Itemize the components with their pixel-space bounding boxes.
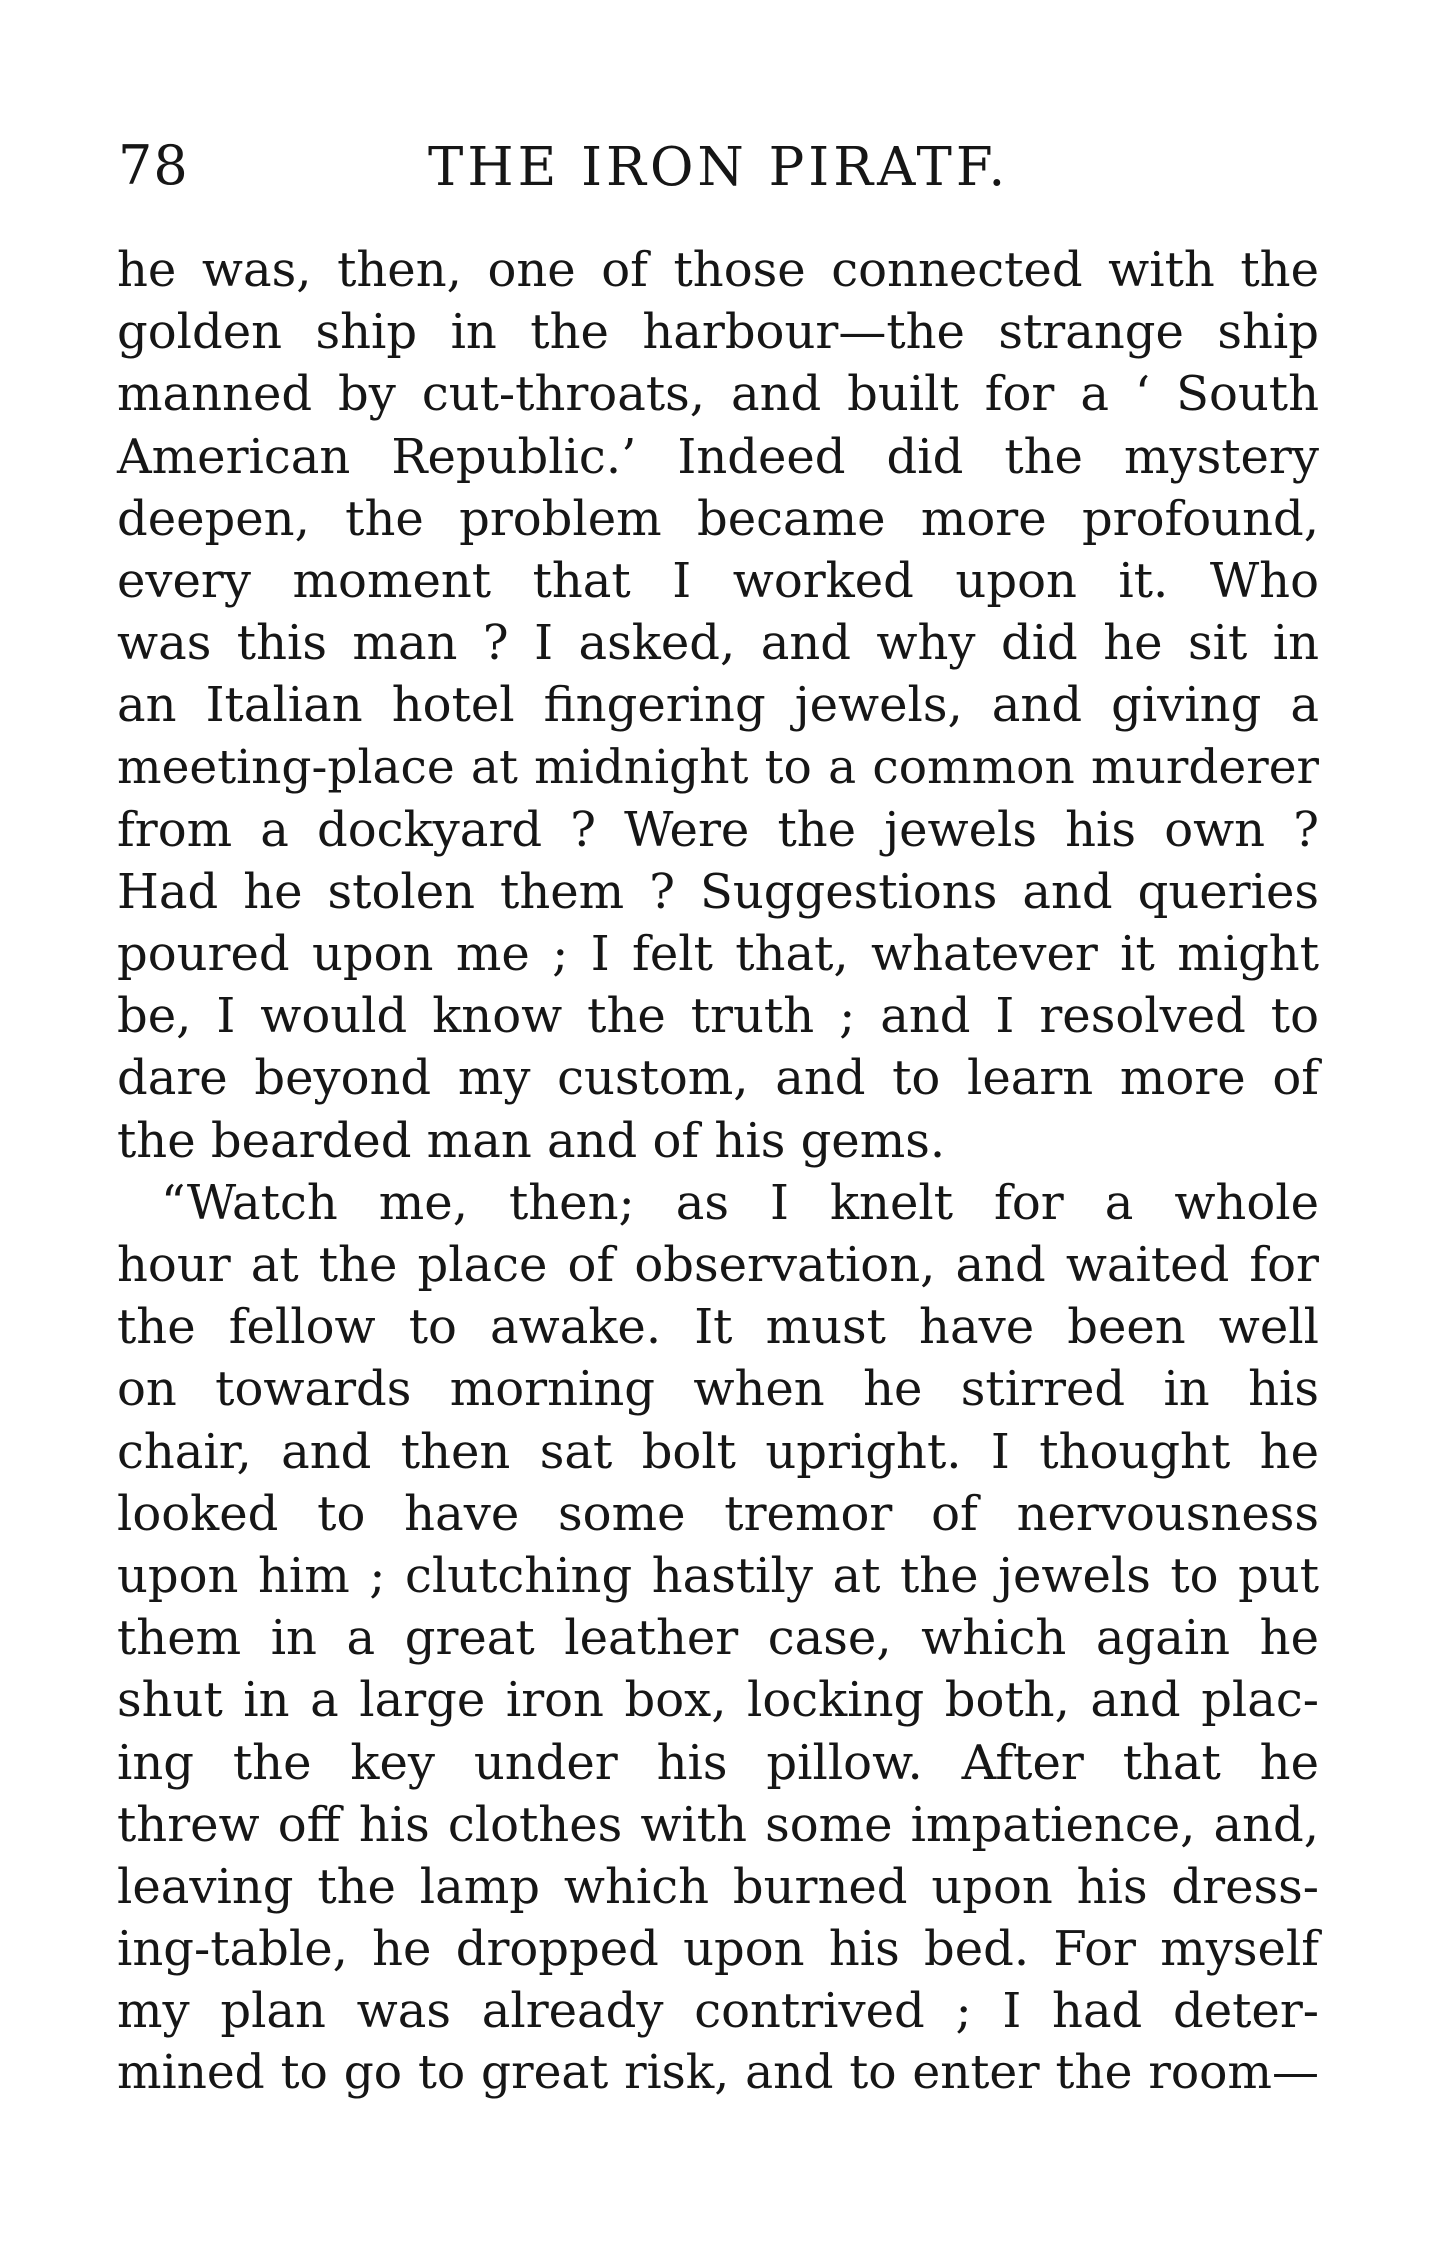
text-line: was this man ? I asked, and why did he sit in bbox=[117, 615, 1319, 672]
text-line: chair, and then sat bolt upright. I thought he bbox=[117, 1423, 1319, 1480]
text-line: ing the key under his pillow. After that he bbox=[117, 1734, 1319, 1791]
page-number: 78 bbox=[118, 134, 189, 197]
body-text bbox=[117, 239, 1319, 2105]
text-line: meeting-place at midnight to a common murderer bbox=[117, 739, 1319, 795]
text-line: hour at the place of observation, and waited for bbox=[117, 1237, 1319, 1293]
text-line: threw off his clothes with some impatience, and, bbox=[117, 1796, 1319, 1853]
text-line: poured upon me ; I felt that, whatever it might bbox=[117, 926, 1319, 983]
text-line: an Italian hotel fingering jewels, and giving a bbox=[117, 677, 1319, 734]
paragraph-start-line: “Watch me, then; as I knelt for a whole bbox=[161, 1174, 1319, 1231]
text-line: American Republic.’ Indeed did the mystery bbox=[117, 428, 1319, 485]
text-line: deepen, the problem became more profound, bbox=[117, 490, 1319, 547]
text-line: Had he stolen them ? Suggestions and queries bbox=[117, 863, 1319, 920]
text-line: mined to go to great risk, and to enter the room— bbox=[117, 2045, 1319, 2101]
text-line: looked to have some tremor of nervousness bbox=[117, 1485, 1319, 1542]
paragraph-end-line: the bearded man and of his gems. bbox=[117, 1112, 946, 1169]
text-line: leaving the lamp which burned upon his dress- bbox=[117, 1858, 1319, 1915]
text-line: manned by cut-throats, and built for a ‘ South bbox=[117, 366, 1319, 423]
text-line: my plan was already contrived ; I had deter- bbox=[117, 1983, 1319, 2040]
text-line: dare beyond my custom, and to learn more of bbox=[117, 1050, 1319, 1107]
text-line: from a dockyard ? Were the jewels his own ? bbox=[117, 801, 1319, 858]
text-line: the fellow to awake. It must have been well bbox=[117, 1299, 1319, 1356]
text-line: he was, then, one of those connected with the bbox=[117, 242, 1319, 298]
text-line: upon him ; clutching hastily at the jewels to put bbox=[117, 1547, 1319, 1604]
text-line: on towards morning when he stirred in his bbox=[117, 1361, 1319, 1418]
text-line: golden ship in the harbour—the strange ship bbox=[117, 304, 1319, 361]
running-title: THE IRON PIRATF. bbox=[428, 137, 1010, 198]
text-line: every moment that I worked upon it. Who bbox=[117, 552, 1319, 609]
text-line: be, I would know the truth ; and I resolved to bbox=[117, 988, 1319, 1045]
text-line: ing-table, he dropped upon his bed. For myself bbox=[117, 1921, 1319, 1978]
text-line: shut in a large iron box, locking both, and plac- bbox=[117, 1672, 1319, 1729]
text-line: them in a great leather case, which again he bbox=[117, 1610, 1319, 1667]
